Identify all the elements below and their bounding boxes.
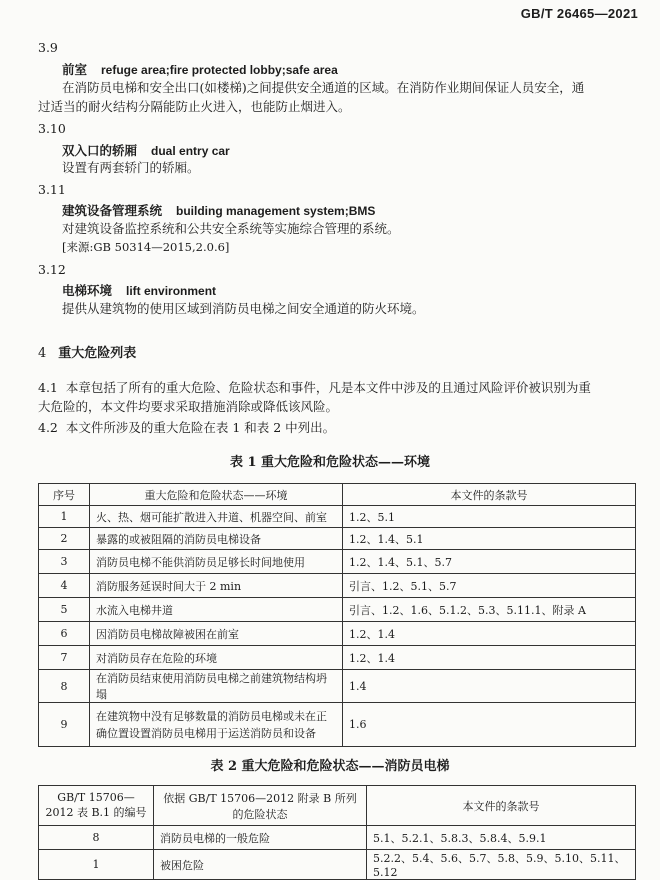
cell: 引言、1.2、1.6、5.1.2、5.3、5.11.1、附录 A <box>343 598 636 622</box>
cell: 5 <box>39 598 90 622</box>
clause-number: 4.1 <box>38 380 58 395</box>
cell: 1.2、5.1 <box>343 506 636 528</box>
term-number: 3.11 <box>38 182 66 197</box>
cell: 引言、1.2、5.1、5.7 <box>343 574 636 598</box>
column-header: 依据 GB/T 15706—2012 附录 B 所列的危险状态 <box>154 786 367 826</box>
section-number: 4 <box>38 346 47 361</box>
definition-line: 在消防员电梯和安全出口(如楼梯)之间提供安全通道的区域。在消防作业期间保证人员安全，通 <box>62 80 585 95</box>
cell: 9 <box>39 703 90 747</box>
term-zh: 电梯环境 <box>62 283 113 298</box>
column-header: 序号 <box>39 484 90 506</box>
term-en: refuge area;fire protected lobby;safe area <box>101 63 338 77</box>
table-row <box>39 622 636 646</box>
definition-line: 对建筑设备监控系统和公共安全系统等实施综合管理的系统。 <box>62 221 400 236</box>
term-zh: 前室 <box>62 62 88 77</box>
cell: 8 <box>39 670 90 703</box>
clause-text-cont: 大危险的，本文件均要求采取措施消除或降低该风险。 <box>38 399 339 414</box>
cell: 1 <box>39 506 90 528</box>
cell: 暴露的或被阻隔的消防员电梯设备 <box>90 528 343 550</box>
table-row <box>39 598 636 622</box>
cell: 8 <box>39 826 154 850</box>
table-row <box>39 850 636 880</box>
definition-line: 过适当的耐火结构分隔能防止火进入，也能防止烟进入。 <box>38 99 351 114</box>
term-number: 3.10 <box>38 121 66 136</box>
clause-4-2 <box>38 418 636 437</box>
table-header-row <box>39 786 636 826</box>
cell: 7 <box>39 646 90 670</box>
term-heading <box>62 60 338 78</box>
column-header: 本文件的条款号 <box>343 484 636 506</box>
section-heading <box>38 342 136 361</box>
term-heading <box>62 141 230 159</box>
cell: 1.2、1.4 <box>343 646 636 670</box>
term-en: building management system;BMS <box>176 204 376 218</box>
term-definition <box>62 219 636 257</box>
definition-line: 提供从建筑物的使用区域到消防员电梯之间安全通道的防火环境。 <box>62 301 425 316</box>
standard-number: GB/T 26465—2021 <box>520 6 638 21</box>
cell: 在消防员结束使用消防员电梯之前建筑物结构坍塌 <box>90 670 343 703</box>
cell: 2 <box>39 528 90 550</box>
cell: 1.6 <box>343 703 636 747</box>
term-number: 3.9 <box>38 40 58 55</box>
cell: 6 <box>39 622 90 646</box>
clause-number: 4.2 <box>38 420 58 435</box>
table-row <box>39 528 636 550</box>
cell: 在建筑物中没有足够数量的消防员电梯或未在正确位置设置消防员电梯用于运送消防员和设备 <box>90 703 343 747</box>
clause-4-1 <box>38 378 636 416</box>
table-2-caption: 表 2 重大危险和危险状态——消防员电梯 <box>210 759 450 774</box>
cell: 1.4 <box>343 670 636 703</box>
table-row <box>39 550 636 574</box>
table-1-caption: 表 1 重大危险和危险状态——环境 <box>229 455 431 470</box>
cell: 消防员电梯的一般危险 <box>154 826 367 850</box>
cell: 消防服务延误时间大于 2 min <box>90 574 343 598</box>
cell: 5.1、5.2.1、5.8.3、5.8.4、5.9.1 <box>367 826 636 850</box>
column-header: 本文件的条款号 <box>367 786 636 826</box>
source-note: [来源:GB 50314—2015,2.0.6] <box>62 240 230 254</box>
table-row <box>39 506 636 528</box>
term-zh: 建筑设备管理系统 <box>62 203 163 218</box>
cell: 因消防员电梯故障被困在前室 <box>90 622 343 646</box>
column-header: GB/T 15706—2012 表 B.1 的编号 <box>39 786 154 826</box>
term-heading <box>62 281 216 299</box>
column-header: 重大危险和危险状态——环境 <box>90 484 343 506</box>
term-definition <box>62 299 636 318</box>
clause-text: 本章包括了所有的重大危险、危险状态和事件，凡是本文件中涉及的且通过风险评价被识别为重 <box>65 380 591 395</box>
hazard-table-environment <box>38 483 636 747</box>
cell: 4 <box>39 574 90 598</box>
cell: 1.2、1.4 <box>343 622 636 646</box>
hazard-table-firefighters-lift <box>38 785 636 880</box>
term-en: lift environment <box>126 284 217 298</box>
clause-text: 本文件所涉及的重大危险在表 1 和表 2 中列出。 <box>65 420 336 435</box>
term-number: 3.12 <box>38 262 66 277</box>
table-row <box>39 670 636 703</box>
cell: 5.2.2、5.4、5.6、5.7、5.8、5.9、5.10、5.11、5.12 <box>367 850 636 880</box>
term-definition <box>38 78 636 116</box>
table-header-row <box>39 484 636 506</box>
cell: 1 <box>39 850 154 880</box>
term-definition <box>62 158 636 177</box>
term-en: dual entry car <box>151 144 230 158</box>
cell: 水流入电梯井道 <box>90 598 343 622</box>
cell: 被困危险 <box>154 850 367 880</box>
cell: 对消防员存在危险的环境 <box>90 646 343 670</box>
table-row <box>39 703 636 747</box>
table-row <box>39 574 636 598</box>
cell: 3 <box>39 550 90 574</box>
cell: 火、热、烟可能扩散进入井道、机器空间、前室 <box>90 506 343 528</box>
table-row <box>39 646 636 670</box>
term-heading <box>62 201 375 219</box>
cell: 消防员电梯不能供消防员足够长时间地使用 <box>90 550 343 574</box>
cell: 1.2、1.4、5.1 <box>343 528 636 550</box>
section-title: 重大危险列表 <box>58 346 137 361</box>
term-zh: 双入口的轿厢 <box>62 143 138 158</box>
cell: 1.2、1.4、5.1、5.7 <box>343 550 636 574</box>
table-row <box>39 826 636 850</box>
definition-line: 设置有两套轿门的轿厢。 <box>62 160 200 175</box>
